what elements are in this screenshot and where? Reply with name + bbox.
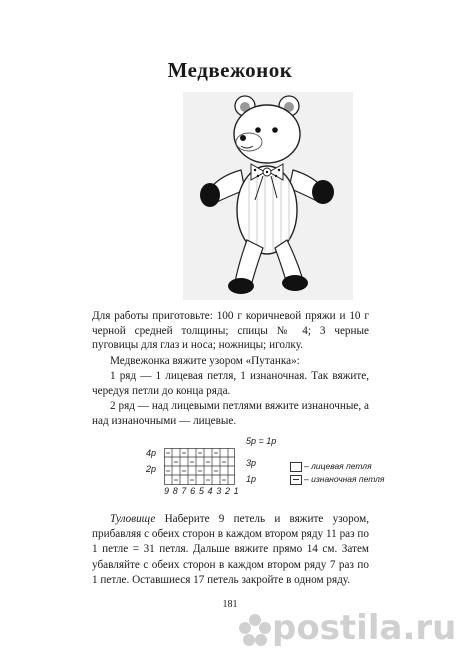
purl-stitch-legend-icon [290,475,302,485]
purl-stitch-legend: – изнаночная петля [304,474,385,484]
row-1-instruction: 1 ряд — 1 лицевая петля, 1 изнаночная. Так вяжите, чередуя петли до конца ряда. [92,370,369,397]
page-title: Медвежонок [167,58,293,82]
teddy-bear-illustration [183,92,353,300]
page-number: 181 [222,599,238,610]
torso-heading: Туловище [110,513,156,525]
torso-paragraph [92,512,369,588]
flower-logo-icon [238,613,272,647]
chart-top-label: 5р = 1р [246,436,277,446]
knitting-chart [140,436,390,496]
teddy-bear-drawing [183,92,353,300]
chart-row-label-1: 1р [246,474,257,484]
chart-row-label-3: 3р [246,458,257,468]
knit-stitch-legend-icon [290,462,302,472]
stitch-grid [164,448,236,488]
knit-stitch-legend: – лицевая петля [304,461,372,471]
torso-instructions: Наберите 9 петель и вяжите узором, прибавляя с обеих сторон в каждом втором ряду 11 раз по 1 петле = 31 петля. Дальше вяжите прямо 14 см. Затем убавляйте с обеих сторон в каждом втором ряду 7 раз по 1 петле. Оставшиеся 17 петель закройте в одном ряду. [92,513,369,586]
row-2-instruction: 2 ряд — над лицевыми петлями вяжите изнаночные, а над изнаночными — лицевые. [92,400,369,427]
pattern-intro: Медвежонка вяжите узором «Путанка»: [110,355,300,367]
postila-watermark [238,608,457,656]
chart-row-label-2: 2р [146,464,157,474]
chart-column-numbers: 9 8 7 6 5 4 3 2 1 [164,486,240,496]
materials-paragraph: Для работы приготовьте: 100 г коричневой пряжи и 10 г черной средней толщины; спицы № 4; 3 черные пуговицы для глаз и носа; ножницы; иголку. [92,310,369,352]
chart-row-label-4: 4р [146,448,157,458]
watermark-text: postila.ru [272,608,457,648]
